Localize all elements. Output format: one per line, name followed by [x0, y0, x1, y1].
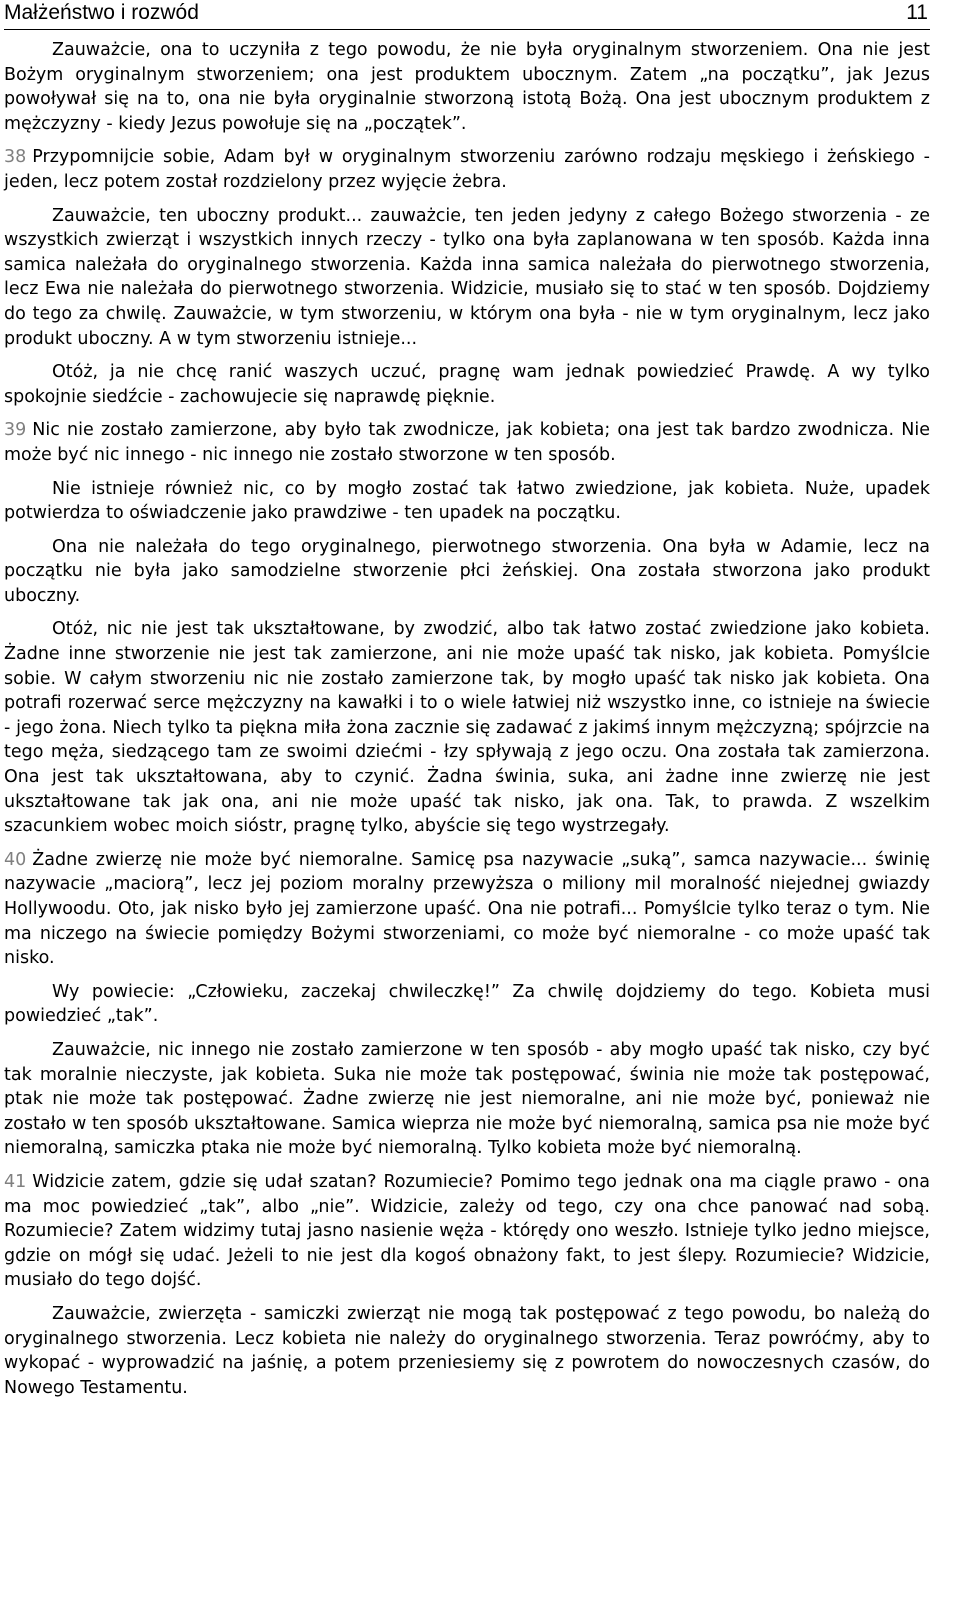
paragraph-number: 38 — [4, 147, 27, 168]
paragraph-text: Ona nie należała do tego oryginalnego, pierwotnego stworzenia. Ona była w Adamie, lecz na początku nie była jako samodzielne stworzenie płci żeńskiej. Ona została stworzona jako produkt uboczny. — [4, 536, 930, 606]
paragraph — [4, 848, 930, 971]
paragraph-text: Otóż, ja nie chcę ranić waszych uczuć, pragnę wam jednak powiedzieć Prawdę. A wy tylko spokojnie siedźcie - zachowujecie się naprawdę pięknie. — [4, 362, 930, 407]
paragraph — [4, 1302, 930, 1400]
paragraph-text: Nic nie zostało zamierzone, aby było tak zwodnicze, jak kobieta; ona jest tak bardzo zwodnicza. Nie może być nic innego - nic innego nie zostało stworzone w ten sposób. — [4, 420, 930, 465]
paragraph-text: Zauważcie, ona to uczyniła z tego powodu, że nie była oryginalnym stworzeniem. Ona nie jest Bożym oryginalnym stworzeniem; ona jest produktem ubocznym. Zatem „na początku”, jak Jezus powoływał się na to, ona nie była oryginalnie stworzoną istotą Bożą. Ona jest ubocznym produktem z mężczyzny - kiedy Jezus powołuje się na „początek”. — [4, 40, 930, 134]
paragraph — [4, 477, 930, 526]
paragraph — [4, 980, 930, 1029]
paragraph — [4, 1038, 930, 1161]
paragraph — [4, 1170, 930, 1293]
paragraph — [4, 617, 930, 838]
paragraph — [4, 38, 930, 136]
paragraph-number: 40 — [4, 849, 27, 870]
document-body — [4, 38, 930, 1400]
paragraph — [4, 418, 930, 467]
document-title: Małżeństwo i rozwód — [4, 1, 199, 24]
document-page — [4, 0, 930, 1409]
paragraph-text: Przypomnijcie sobie, Adam był w oryginalnym stworzeniu zarówno rodzaju męskiego i żeńskiego - jeden, lecz potem został rozdzielony przez wyjęcie żebra. — [4, 147, 930, 192]
paragraph-text: Zauważcie, ten uboczny produkt... zauważcie, ten jeden jedyny z całego Bożego stworzenia - ze wszystkich zwierząt i wszystkich innych rzeczy - tylko ona była zaplanowana w ten sposób. Każda inna samica należała do oryginalnego stworzenia. Każda inna samica należała do pierwotnego stworzenia, lecz Ewa nie należała do pierwotnego stworzenia. Widzicie, musiało się to stać w ten sposób. Dojdziemy do tego za chwilę. Zauważcie, w tym stworzeniu, w którym ona była - nie w tym oryginalnym, lecz jako produkt uboczny. A w tym stworzeniu istnieje... — [4, 205, 930, 349]
paragraph-text: Nie istnieje również nic, co by mogło zostać tak łatwo zwiedzione, jak kobieta. Nuże, upadek potwierdza to oświadczenie jako prawdziwe - ten upadek na początku. — [4, 478, 930, 524]
paragraph-text: Zauważcie, nic innego nie zostało zamierzone w ten sposób - aby mogło upaść tak nisko, czy być tak moralnie nieczyste, jak kobieta. Suka nie może tak postępować, świnia nie może tak postępować, ptak nie może tak postępować. Żadne zwierzę nie jest niemoralne, ani nie może być, ponieważ nie zostało w ten sposób ukształtowane. Samica wieprza nie może być niemoralną, samica psa nie może być niemoralną, samiczka ptaka nie może być niemoralną. Tylko kobieta może być niemoralną. — [4, 1039, 930, 1159]
paragraph-text: Zauważcie, zwierzęta - samiczki zwierząt nie mogą tak postępować z tego powodu, bo należą do oryginalnego stworzenia. Lecz kobieta nie należy do oryginalnego stworzenia. Teraz powróćmy, aby to wykopać - wyprowadzić na jaśnię, a potem przeniesiemy się z powrotem do nowoczesnych czasów, do Nowego Testamentu. — [4, 1303, 930, 1398]
paragraph-text: Widzicie zatem, gdzie się udał szatan? Rozumiecie? Pomimo tego jednak ona ma ciągle prawo - ona ma moc powiedzieć „tak”, albo „nie”. Widzicie, zależy od tego, czy ona chce panować nad sobą. Rozumiecie? Zatem widzimy tutaj jasno nasienie węża - którędy ono weszło. Istnieje tylko jedno miejsce, gdzie on mógł się udać. Jeżeli to nie jest dla kogoś obnażony fakt, to jest ślepy. Rozumiecie? Widzicie, musiało do tego dojść. — [4, 1171, 930, 1291]
paragraph — [4, 204, 930, 352]
paragraph — [4, 145, 930, 194]
paragraph-number: 41 — [4, 1171, 27, 1192]
paragraph-text: Żadne zwierzę nie może być niemoralne. Samicę psa nazywacie „suką”, samca nazywacie... świnię nazywacie „maciorą”, lecz jej poziom moralny przewyższa o miliony mil moralność niejednej gwiazdy Hollywoodu. Oto, jak nisko było jej zamierzone upaść. Ona nie potrafi... Pomyślcie tylko teraz o tym. Nie ma niczego na świecie pomiędzy Bożymi stworzeniami, co może być niemoralne - co może upaść tak nisko. — [4, 849, 930, 969]
page-header — [4, 0, 930, 30]
paragraph-text: Wy powiecie: „Człowieku, zaczekaj chwileczkę!” Za chwilę dojdziemy do tego. Kobieta musi powiedzieć „tak”. — [4, 981, 930, 1027]
paragraph — [4, 535, 930, 609]
paragraph-number: 39 — [4, 420, 27, 441]
paragraph — [4, 360, 930, 409]
paragraph-text: Otóż, nic nie jest tak ukształtowane, by zwodzić, albo tak łatwo zostać zwiedzione jako kobieta. Żadne inne stworzenie nie jest tak zamierzone, ani nie może upaść tak nisko, jak kobieta. Pomyślcie sobie. W całym stworzeniu nic nie zostało zamierzone tak, by mogło upaść tak nisko jak kobieta. Ona potrafi rozerwać serce mężczyzny na kawałki i to o wiele łatwiej niż wszystko inne, co istnieje na świecie - jego żona. Niech tylko ta piękna miła żona zacznie się zadawać z jakimś innym mężczyzną; spójrzcie na tego męża, siedzącego tam ze swoimi dziećmi - łzy spływają z jego oczu. Ona została tak zamierzona. Ona jest tak ukształtowana, aby to czynić. Żadna świnia, suka, ani żadne inne zwierzę nie jest ukształtowane tak jak ona, ani nie może upaść tak nisko, jak ona. Tak, to prawda. Z wszelkim szacunkiem wobec moich sióstr, pragnę tylko, abyście się tego wystrzegały. — [4, 619, 930, 837]
page-number: 11 — [906, 1, 928, 24]
